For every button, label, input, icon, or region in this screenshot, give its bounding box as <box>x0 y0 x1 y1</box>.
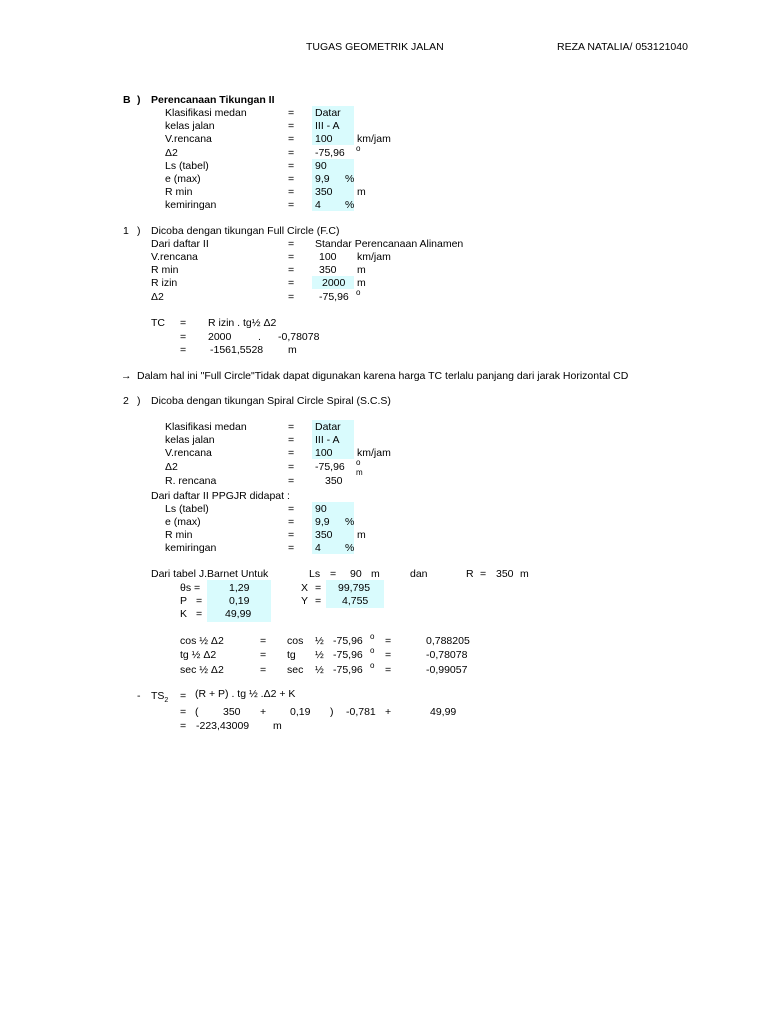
fc-param-value: 350 <box>319 264 337 276</box>
step2-number: 2 <box>123 395 129 407</box>
scs-param-value: -75,96 <box>315 461 345 473</box>
k-value: 49,99 <box>225 608 252 620</box>
barnet-ls-value: 90 <box>350 568 362 580</box>
scs-param-unit: o <box>356 458 361 467</box>
ts-l3-value: -223,43009 <box>196 720 250 732</box>
param-value: 4 <box>315 199 321 211</box>
scs-param-label: R. rencana <box>165 475 217 487</box>
x-label: X <box>301 582 309 594</box>
scs-param-label: Klasifikasi medan <box>165 421 247 433</box>
param-value: III - A <box>315 120 340 132</box>
trig-eq2: = <box>385 649 392 661</box>
tc-line3-value: -1561,5528 <box>210 344 264 356</box>
fc-param-eq: = <box>288 238 295 250</box>
daftar-label: e (max) <box>165 516 201 528</box>
step2-title: Dicoba dengan tikungan Spiral Circle Spiral (S.C.S) <box>151 395 391 407</box>
trig-value: -0,78078 <box>426 649 468 661</box>
daftar-unit: % <box>345 516 355 528</box>
barnet-dan: dan <box>410 568 428 580</box>
fc-param-unit: o <box>356 288 361 297</box>
document-title: TUGAS GEOMETRIK JALAN <box>306 41 444 53</box>
daftar-label: kemiringan <box>165 542 217 554</box>
y-eq: = <box>315 595 322 607</box>
fc-param-value: Standar Perencanaan Alinamen <box>315 238 464 250</box>
param-eq: = <box>288 133 295 145</box>
param-label: Klasifikasi medan <box>165 107 247 119</box>
fc-param-unit: km/jam <box>357 251 391 263</box>
tc-line2-dot: . <box>258 331 261 343</box>
fc-param-label: V.rencana <box>151 251 198 263</box>
param-eq: = <box>288 173 295 185</box>
trig-eq2: = <box>385 635 392 647</box>
daftar-value: 4 <box>315 542 321 554</box>
trig-eq: = <box>260 649 267 661</box>
param-label: kemiringan <box>165 199 217 211</box>
barnet-r-unit: m <box>520 568 529 580</box>
section-letter: B <box>123 94 131 106</box>
scs-param-label: Δ2 <box>165 461 178 473</box>
step1-number: 1 <box>123 225 129 237</box>
param-value: 350 <box>315 186 333 198</box>
x-eq: = <box>315 582 322 594</box>
param-eq: = <box>288 199 295 211</box>
scs-param-eq: = <box>288 475 295 487</box>
trig-fn: sec <box>287 664 304 676</box>
scs-param-eq: = <box>288 447 295 459</box>
daftar-label: Ls (tabel) <box>165 503 209 515</box>
trig-half: ½ <box>315 649 324 661</box>
section-title: Perencanaan Tikungan II <box>151 94 275 106</box>
fc-param-value: 100 <box>319 251 337 263</box>
scs-param-unit: km/jam <box>357 447 391 459</box>
trig-eq: = <box>260 664 267 676</box>
es-label: θs = <box>180 582 201 594</box>
ts-l2-eq: = <box>180 706 187 718</box>
param-eq: = <box>288 120 295 132</box>
param-value: Datar <box>315 107 341 119</box>
ts-label: $TS_2$ <box>151 690 169 704</box>
tc-formula: R izin . tg½ Δ2 <box>208 317 277 329</box>
tc-line2-eq: = <box>180 331 187 343</box>
fc-param-eq: = <box>288 277 295 289</box>
fc-param-eq: = <box>288 264 295 276</box>
daftar-unit: % <box>345 542 355 554</box>
trig-angle: -75,96 <box>333 664 363 676</box>
ts-l2-plus: + <box>260 706 267 718</box>
y-value: 4,755 <box>342 595 369 607</box>
trig-half: ½ <box>315 664 324 676</box>
x-value: 99,795 <box>338 582 371 594</box>
ts-l2-open: ( <box>195 706 199 718</box>
trig-value: 0,788205 <box>426 635 470 647</box>
tc-line3-unit: m <box>288 344 297 356</box>
param-eq: = <box>288 160 295 172</box>
ts-l3-unit: m <box>273 720 282 732</box>
tc-line2-b: -0,78078 <box>278 331 320 343</box>
section-paren: ) <box>137 94 141 106</box>
fc-param-label: R izin <box>151 277 178 289</box>
fc-param-value: -75,96 <box>319 291 349 303</box>
param-label: R min <box>165 186 193 198</box>
param-eq: = <box>288 186 295 198</box>
fc-param-eq: = <box>288 251 295 263</box>
es-value: 1,29 <box>229 582 250 594</box>
trig-degree: o <box>370 661 375 670</box>
param-unit: % <box>345 199 355 211</box>
barnet-ls-eq: = <box>330 568 337 580</box>
trig-label: sec ½ Δ2 <box>180 664 224 676</box>
scs-param-unit: m <box>356 468 363 477</box>
scs-param-label: kelas jalan <box>165 434 215 446</box>
step1-paren: ) <box>137 225 141 237</box>
trig-angle: -75,96 <box>333 635 363 647</box>
k-label: K <box>180 608 188 620</box>
param-unit: o <box>356 144 361 153</box>
y-label: Y <box>301 595 309 607</box>
ts-l2-p: 0,19 <box>290 706 311 718</box>
param-value: -75,96 <box>315 147 345 159</box>
fc-param-label: Dari daftar II <box>151 238 209 250</box>
daftar-value: 9,9 <box>315 516 330 528</box>
ts-l2-k: 49,99 <box>430 706 457 718</box>
fc-param-eq: = <box>288 291 295 303</box>
step1-title: Dicoba dengan tikungan Full Circle (F.C) <box>151 225 340 237</box>
fc-param-label: Δ2 <box>151 291 164 303</box>
p-eq: = <box>196 595 203 607</box>
author-label: REZA NATALIA/ 053121040 <box>557 41 688 53</box>
param-value: 90 <box>315 160 327 172</box>
barnet-title: Dari tabel J.Barnet Untuk <box>151 568 269 580</box>
trig-value: -0,99057 <box>426 664 468 676</box>
daftar-eq: = <box>288 542 295 554</box>
daftar-label: R min <box>165 529 193 541</box>
param-label: Δ2 <box>165 147 178 159</box>
fc-param-value: 2000 <box>322 277 346 289</box>
daftar-eq: = <box>288 503 295 515</box>
scs-param-value: Datar <box>315 421 341 433</box>
barnet-r-eq: = <box>480 568 487 580</box>
scs-param-value: 350 <box>325 475 343 487</box>
param-unit: m <box>357 186 366 198</box>
tc-eq: = <box>180 317 187 329</box>
p-value: 0,19 <box>229 595 250 607</box>
ts-l2-tg: -0,781 <box>346 706 376 718</box>
fc-param-unit: m <box>357 264 366 276</box>
tc-label: TC <box>151 317 165 329</box>
arrow-icon: → <box>121 370 132 382</box>
p-label: P <box>180 595 188 607</box>
daftar-value: 90 <box>315 503 327 515</box>
scs-param-value: III - A <box>315 434 340 446</box>
param-label: e (max) <box>165 173 201 185</box>
scs-param-label: V.rencana <box>165 447 212 459</box>
daftar-eq: = <box>288 529 295 541</box>
fc-param-label: R min <box>151 264 179 276</box>
trig-angle: -75,96 <box>333 649 363 661</box>
param-eq: = <box>288 107 295 119</box>
barnet-ls-unit: m <box>371 568 380 580</box>
ts-formula: (R + P) . tg ½ .Δ2 + K <box>195 688 296 700</box>
trig-label: cos ½ Δ2 <box>180 635 224 647</box>
tc-line3-eq: = <box>180 344 187 356</box>
fc-param-unit: m <box>357 277 366 289</box>
trig-fn: cos <box>287 635 304 647</box>
barnet-ls-label: Ls <box>309 568 321 580</box>
daftar-unit: m <box>357 529 366 541</box>
ts-dash: - <box>137 690 141 702</box>
param-value: 9,9 <box>315 173 330 185</box>
param-eq: = <box>288 147 295 159</box>
ts-l2-close: ) <box>330 706 334 718</box>
trig-degree: o <box>370 632 375 641</box>
param-label: kelas jalan <box>165 120 215 132</box>
daftar-value: 350 <box>315 529 333 541</box>
scs-param-value: 100 <box>315 447 333 459</box>
trig-eq2: = <box>385 664 392 676</box>
param-unit: km/jam <box>357 133 391 145</box>
param-unit: % <box>345 173 355 185</box>
fc-note: Dalam hal ini "Full Circle"Tidak dapat digunakan karena harga TC terlalu panjang dari jarak Horizontal CD <box>137 370 629 382</box>
scs-param-eq: = <box>288 434 295 446</box>
trig-degree: o <box>370 646 375 655</box>
k-eq: = <box>196 608 203 620</box>
step2-paren: ) <box>137 395 141 407</box>
daftar-title: Dari daftar II PPGJR didapat : <box>151 490 290 502</box>
daftar-eq: = <box>288 516 295 528</box>
param-value: 100 <box>315 133 333 145</box>
tc-line2-a: 2000 <box>208 331 232 343</box>
scs-param-eq: = <box>288 461 295 473</box>
ts-eq: = <box>180 690 187 702</box>
param-label: V.rencana <box>165 133 212 145</box>
barnet-r-label: R <box>466 568 474 580</box>
trig-half: ½ <box>315 635 324 647</box>
trig-eq: = <box>260 635 267 647</box>
ts-l2-r: 350 <box>223 706 241 718</box>
barnet-r-value: 350 <box>496 568 514 580</box>
trig-label: tg ½ Δ2 <box>180 649 217 661</box>
ts-l3-eq: = <box>180 720 187 732</box>
scs-param-eq: = <box>288 421 295 433</box>
trig-fn: tg <box>287 649 296 661</box>
ts-l2-plus2: + <box>385 706 392 718</box>
param-label: Ls (tabel) <box>165 160 209 172</box>
